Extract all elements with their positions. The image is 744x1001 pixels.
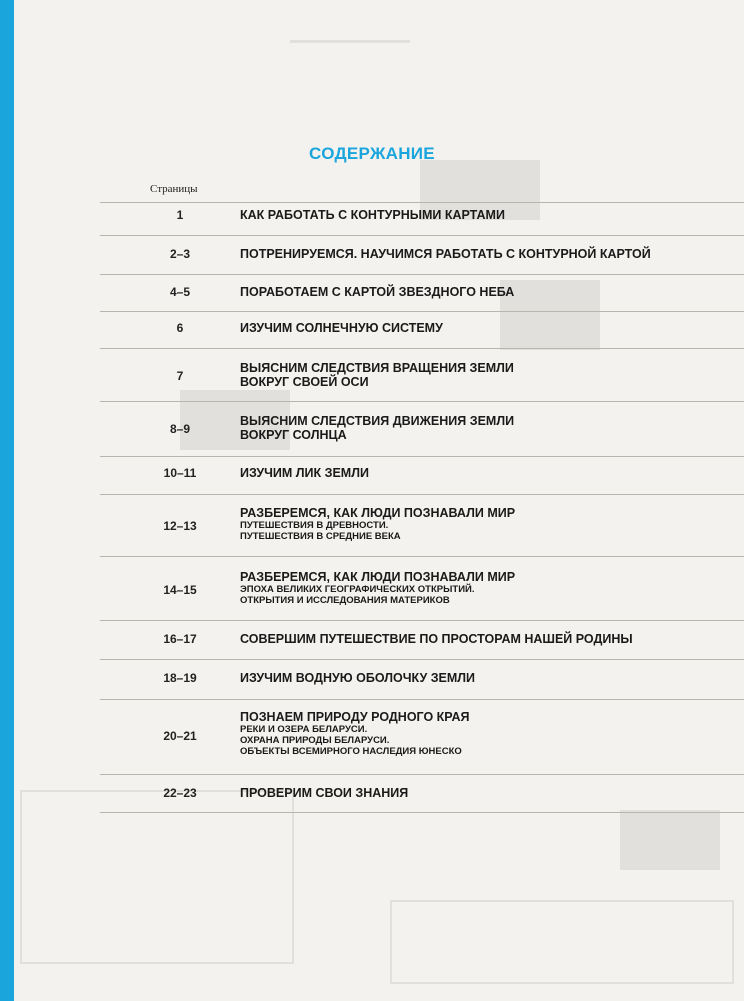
toc-subtitle: РЕКИ И ОЗЕРА БЕЛАРУСИ. xyxy=(240,724,368,735)
toc-subtitle: ОХРАНА ПРИРОДЫ БЕЛАРУСИ. xyxy=(240,735,390,746)
toc-page-range: 16–17 xyxy=(163,632,197,646)
pages-column-label: Страницы xyxy=(150,183,198,195)
toc-page-range: 10–11 xyxy=(163,466,197,480)
toc-subtitle: ПУТЕШЕСТВИЯ В СРЕДНИЕ ВЕКА xyxy=(240,531,401,542)
toc-title: СОВЕРШИМ ПУТЕШЕСТВИЕ ПО ПРОСТОРАМ НАШЕЙ РОДИНЫ xyxy=(240,632,633,646)
toc-page-range: 22–23 xyxy=(163,786,197,800)
row-divider xyxy=(100,774,744,775)
toc-subtitle: ОБЪЕКТЫ ВСЕМИРНОГО НАСЛЕДИЯ ЮНЕСКО xyxy=(240,746,462,757)
toc-page-range: 14–15 xyxy=(163,583,197,597)
toc-title: ИЗУЧИМ ВОДНУЮ ОБОЛОЧКУ ЗЕМЛИ xyxy=(240,671,476,685)
toc-title: ИЗУЧИМ СОЛНЕЧНУЮ СИСТЕМУ xyxy=(240,321,443,335)
row-divider xyxy=(100,274,744,275)
toc-title: ПОРАБОТАЕМ С КАРТОЙ ЗВЕЗДНОГО НЕБА xyxy=(240,285,515,299)
toc-page-range: 1 xyxy=(176,208,184,222)
toc-page-range: 4–5 xyxy=(169,285,191,299)
toc-title-line: ВОКРУГ СВОЕЙ ОСИ xyxy=(240,375,369,389)
toc-subtitle: ПУТЕШЕСТВИЯ В ДРЕВНОСТИ. xyxy=(240,520,389,531)
toc-title-line: РАЗБЕРЕМСЯ, КАК ЛЮДИ ПОЗНАВАЛИ МИР xyxy=(240,506,516,520)
toc-page-range: 2–3 xyxy=(169,247,191,261)
row-divider xyxy=(100,311,744,312)
toc-subtitle: ЭПОХА ВЕЛИКИХ ГЕОГРАФИЧЕСКИХ ОТКРЫТИЙ. xyxy=(240,584,475,595)
toc-title xyxy=(240,506,710,542)
toc-title: ПОТРЕНИРУЕМСЯ. НАУЧИМСЯ РАБОТАТЬ С КОНТУРНОЙ КАРТОЙ xyxy=(240,247,651,261)
toc-page-range: 7 xyxy=(176,369,184,383)
row-divider xyxy=(100,401,744,402)
toc-title: КАК РАБОТАТЬ С КОНТУРНЫМИ КАРТАМИ xyxy=(240,208,505,222)
toc-title xyxy=(240,361,710,389)
toc-title-line: ВОКРУГ СОЛНЦА xyxy=(240,428,347,442)
row-divider xyxy=(100,456,744,457)
toc-page-range: 18–19 xyxy=(163,671,197,685)
page-title: СОДЕРЖАНИЕ xyxy=(309,144,435,163)
row-divider xyxy=(100,202,744,203)
toc-subtitle: ОТКРЫТИЯ И ИССЛЕДОВАНИЯ МАТЕРИКОВ xyxy=(240,595,450,606)
toc-title xyxy=(240,710,710,757)
toc-title xyxy=(240,570,710,606)
row-divider xyxy=(100,620,744,621)
toc-page-range: 6 xyxy=(176,321,184,335)
row-divider xyxy=(100,235,744,236)
toc-title-line: ПОЗНАЕМ ПРИРОДУ РОДНОГО КРАЯ xyxy=(240,710,470,724)
toc-title-line: РАЗБЕРЕМСЯ, КАК ЛЮДИ ПОЗНАВАЛИ МИР xyxy=(240,570,516,584)
row-divider xyxy=(100,494,744,495)
row-divider xyxy=(100,812,744,813)
toc-title-line: ВЫЯСНИМ СЛЕДСТВИЯ ВРАЩЕНИЯ ЗЕМЛИ xyxy=(240,361,514,375)
toc-page-range: 12–13 xyxy=(163,519,197,533)
toc-page-range: 20–21 xyxy=(163,729,197,743)
toc-title xyxy=(240,414,710,442)
toc-page-range: 8–9 xyxy=(169,422,191,436)
toc-title: ПРОВЕРИМ СВОИ ЗНАНИЯ xyxy=(240,786,409,800)
toc-title: ИЗУЧИМ ЛИК ЗЕМЛИ xyxy=(240,466,369,480)
row-divider xyxy=(100,659,744,660)
row-divider xyxy=(100,699,744,700)
toc-title-line: ВЫЯСНИМ СЛЕДСТВИЯ ДВИЖЕНИЯ ЗЕМЛИ xyxy=(240,414,515,428)
row-divider xyxy=(100,348,744,349)
row-divider xyxy=(100,556,744,557)
